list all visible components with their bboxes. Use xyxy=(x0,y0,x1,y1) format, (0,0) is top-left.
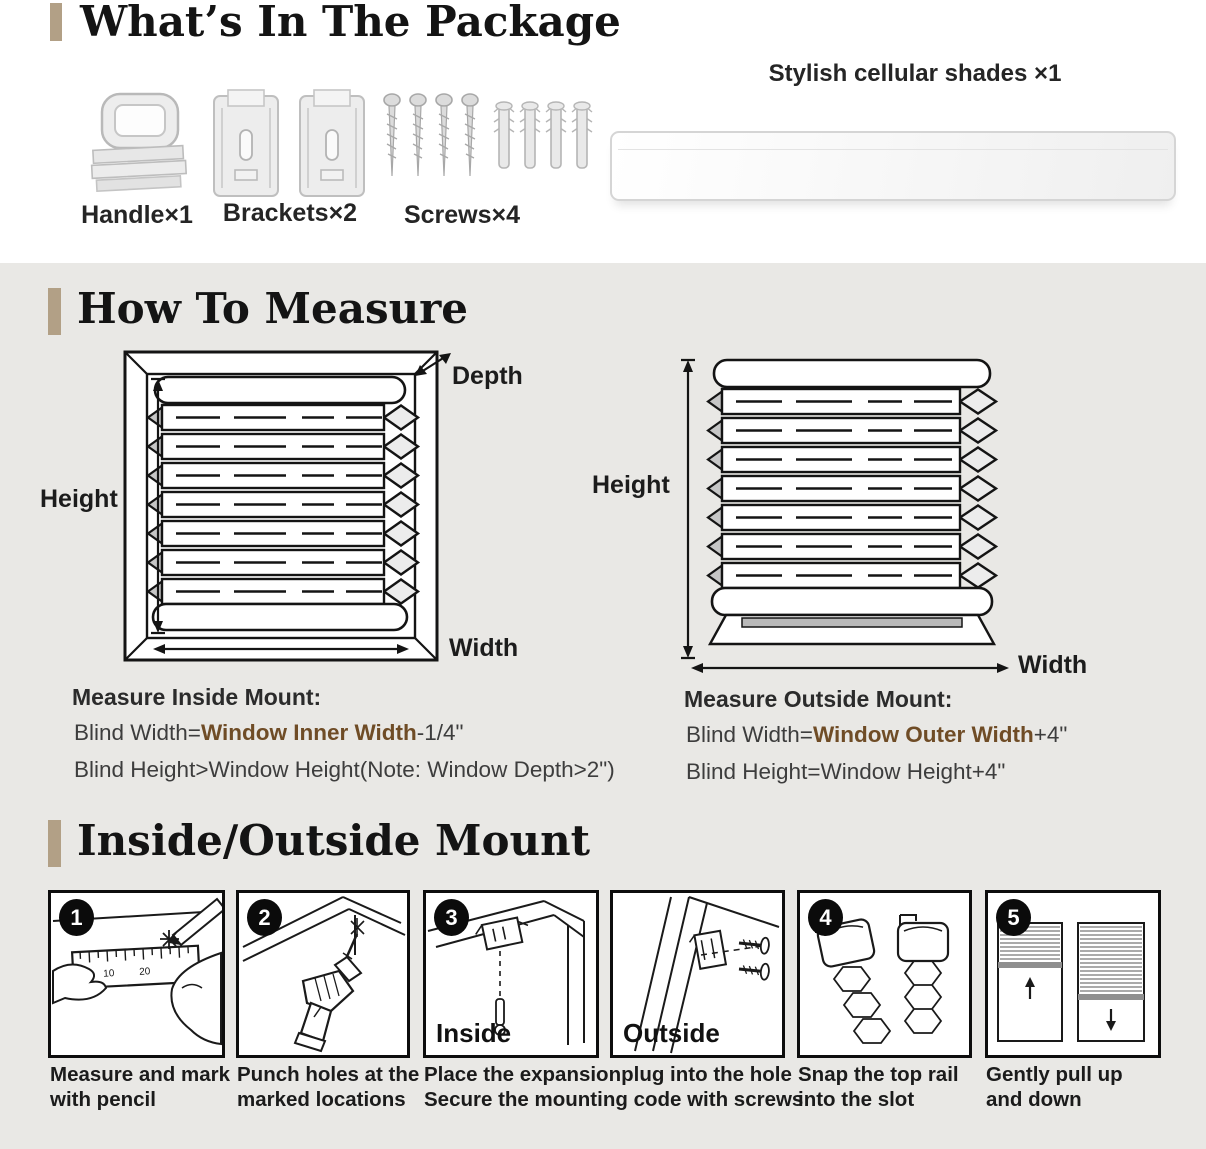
step-3-inside-box xyxy=(423,890,599,1058)
inside-mount-label: Inside xyxy=(436,1018,512,1048)
brackets-label: Brackets×2 xyxy=(222,199,358,227)
measure-inside-height-rule: Blind Height>Window Height(Note: Window Depth>2") xyxy=(74,757,615,782)
step-1-box xyxy=(48,890,225,1058)
step-2-caption: Punch holes at the marked locations xyxy=(237,1063,420,1111)
handle-icon xyxy=(86,86,191,204)
inside-height-label: Height xyxy=(40,485,118,513)
inside-depth-label: Depth xyxy=(452,362,523,390)
measure-outside-heading: Measure Outside Mount: xyxy=(684,686,953,712)
outside-height-label: Height xyxy=(592,471,670,499)
step-4-badge: 4 xyxy=(808,899,843,936)
measure-section-title: How To Measure xyxy=(77,284,469,333)
measure-inside-width-rule: Blind Width=Window Inner Width-1/4" xyxy=(74,720,464,745)
screws-icon xyxy=(378,92,593,192)
step-1-caption: Measure and mark with pencil xyxy=(50,1063,231,1111)
accent-bar-mount xyxy=(48,820,61,867)
mount-section-title: Inside/Outside Mount xyxy=(77,816,591,865)
outside-mount-diagram xyxy=(668,350,1016,680)
step-1-badge: 1 xyxy=(59,899,94,936)
step-3-outside-box xyxy=(610,890,785,1058)
shade-box-lid xyxy=(618,141,1168,150)
inside-width-label: Width xyxy=(449,634,519,662)
accent-bar-measure xyxy=(48,288,61,335)
step-2-box xyxy=(236,890,410,1058)
outside-mount-label: Outside xyxy=(623,1018,720,1048)
screws-label: Screws×4 xyxy=(403,201,521,229)
measure-outside-height-rule: Blind Height=Window Height+4" xyxy=(686,759,1006,784)
step-4-caption: Snap the top rail into the slot xyxy=(798,1063,959,1111)
step-5-badge: 5 xyxy=(996,899,1031,936)
step-5-caption: Gently pull up and down xyxy=(986,1063,1123,1111)
shade-box-image xyxy=(610,131,1176,201)
step-4-box xyxy=(797,890,972,1058)
outside-width-label: Width xyxy=(1018,651,1088,679)
measure-inside-heading: Measure Inside Mount: xyxy=(72,684,322,710)
step-3-badge: 3 xyxy=(434,899,469,936)
step-3-caption: Place the expansionplug into the hole Secure the mounting code with screws xyxy=(424,1063,804,1111)
step-5-box xyxy=(985,890,1161,1058)
step-2-badge: 2 xyxy=(247,899,282,936)
brackets-icon xyxy=(210,88,370,206)
package-section-title: What’s In The Package xyxy=(80,0,621,46)
accent-bar-package xyxy=(50,3,62,41)
handle-label: Handle×1 xyxy=(81,201,193,229)
svg-text:20: 20 xyxy=(138,966,151,978)
svg-text:10: 10 xyxy=(102,968,115,980)
measure-outside-width-rule: Blind Width=Window Outer Width+4" xyxy=(686,722,1068,747)
inside-mount-diagram xyxy=(122,348,458,664)
shade-label: Stylish cellular shades ×1 xyxy=(768,60,1062,87)
